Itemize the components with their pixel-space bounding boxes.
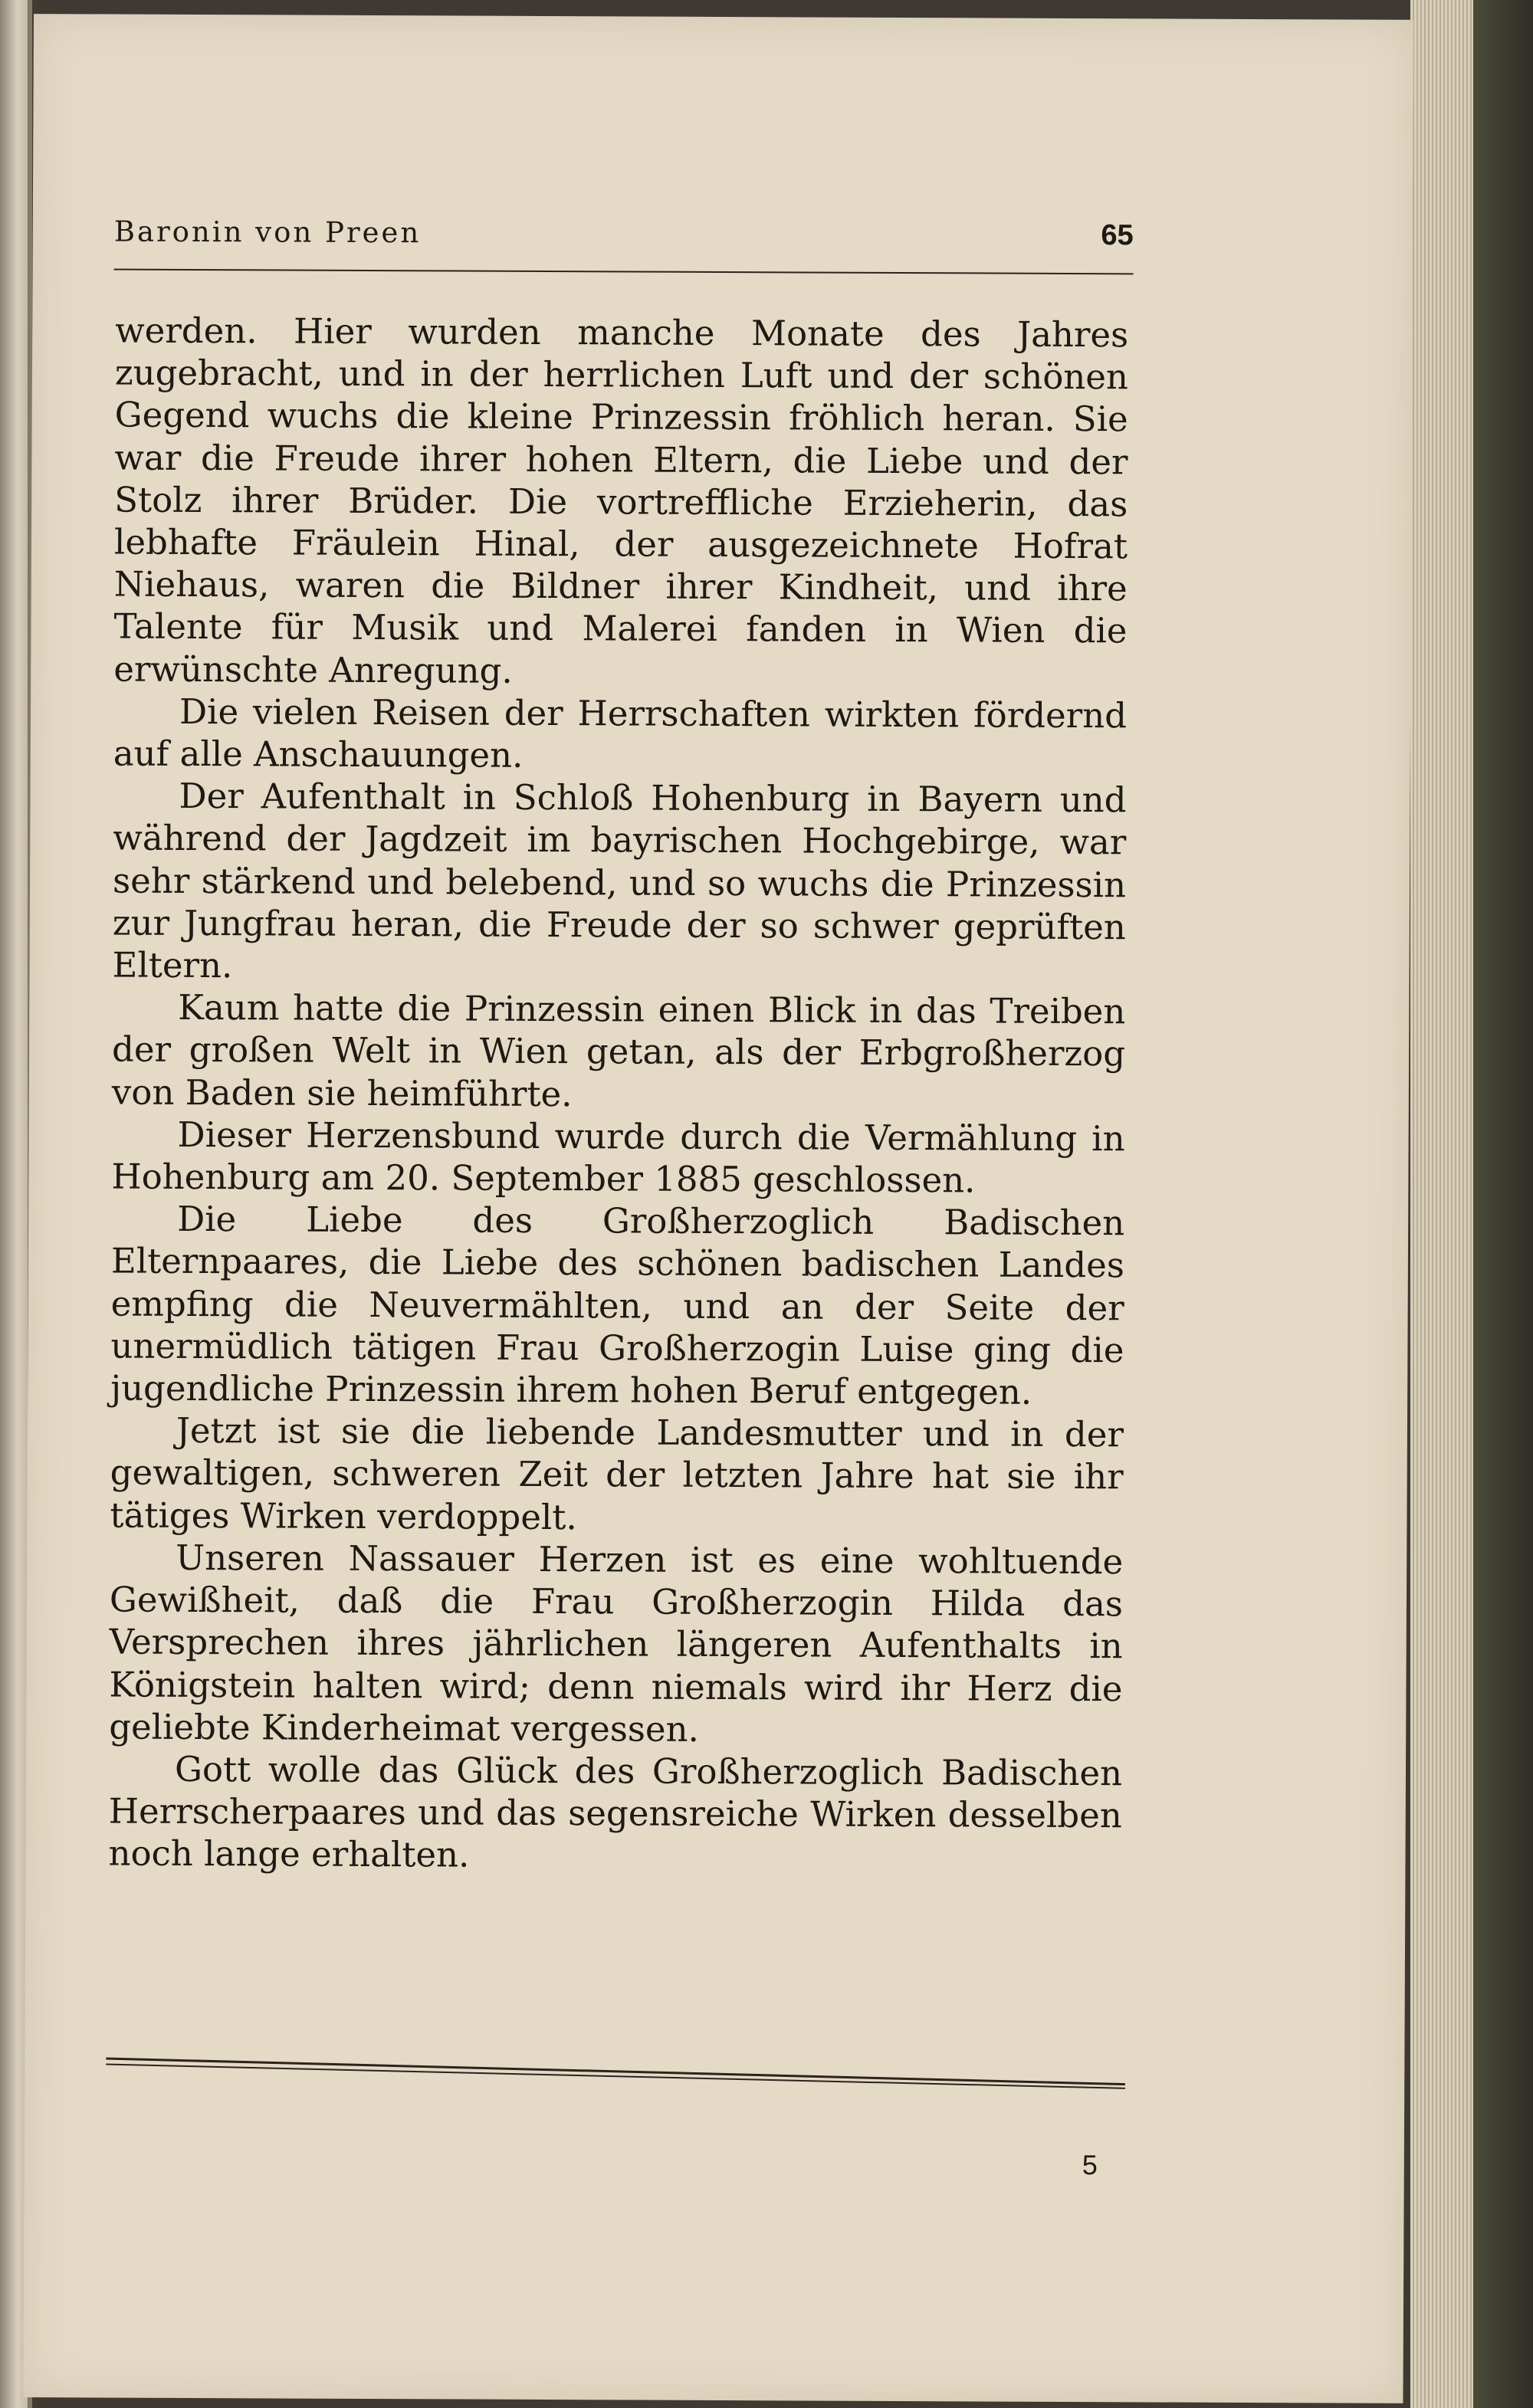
body-text — [108, 310, 1128, 1879]
page-number: 65 — [1101, 219, 1134, 252]
paragraph: Dieser Herzensbund wurde durch die Vermählung in Hohenburg am 20. September 1885 geschlossen. — [111, 1114, 1125, 1201]
book-cover-board — [1473, 0, 1533, 2408]
page-header — [114, 215, 1134, 281]
page-stack-edge — [1410, 0, 1479, 2408]
paragraph: Kaum hatte die Prinzessin einen Blick in das Treiben der großen Welt in Wien getan, als der Erbgroßherzog von Baden sie heimführte. — [111, 987, 1126, 1114]
paragraph: Jetzt ist sie die liebende Landesmutter und in der gewaltigen, schweren Zeit der letzten Jahre hat sie ihr tätiges Wirken verdoppelt. — [110, 1410, 1124, 1537]
paragraph: Die vielen Reisen der Herrschaften wirkten fördernd auf alle Anschauungen. — [113, 691, 1128, 776]
running-head: Baronin von Preen — [113, 215, 422, 250]
footer-rule — [106, 2064, 1125, 2089]
paragraph: Der Aufenthalt in Schloß Hohenburg in Bayern und während der Jagdzeit im bayrischen Hochgebirge, war sehr stärkend und belebend, und so wuchs die Prinzessin zur Jungfrau heran, die Freude der so schwer geprüften Eltern. — [112, 776, 1127, 986]
paragraph: werden. Hier wurden manche Monate des Jahres zugebracht, und in der herrlichen Luft und der schönen Gegend wuchs die kleine Prinzessin fröhlich heran. Sie war die Freude ihrer hohen Eltern, die Liebe und der Stolz ihrer Brüder. Die vortreffliche Erzieherin, das lebhafte Fräulein Hinal, der ausgezeichnete Hofrat Niehaus, waren die Bildner ihrer Kindheit, und ihre Talente für Musik und Malerei fanden in Wien die erwünschte Anregung. — [113, 310, 1129, 691]
footer-rule — [106, 2058, 1125, 2086]
paragraph: Unseren Nassauer Herzen ist es eine wohltuende Gewißheit, daß die Frau Großherzogin Hilda das Versprechen ihres jährlichen längeren Aufenthalts in Königstein halten wird; denn niemals wird ihr Herz die geliebte Kinderheimat vergessen. — [109, 1537, 1124, 1750]
paragraph: Gott wolle das Glück des Großherzoglich Badischen Herrscherpaares und das segensreiche Wirken desselben noch lange erhalten. — [108, 1748, 1123, 1875]
header-rule — [114, 269, 1134, 275]
signature-mark: 5 — [1082, 2149, 1098, 2181]
footer-double-rule — [106, 2038, 1125, 2111]
paragraph: Die Liebe des Großherzoglich Badischen Elternpaares, die Liebe des schönen badischen Landes empfing die Neuvermählten, und an der Seite der unermüdlich tätigen Frau Großherzogin Luise ging die jugendliche Prinzessin ihrem hohen Beruf entgegen. — [110, 1199, 1125, 1412]
book-page — [23, 14, 1413, 2403]
